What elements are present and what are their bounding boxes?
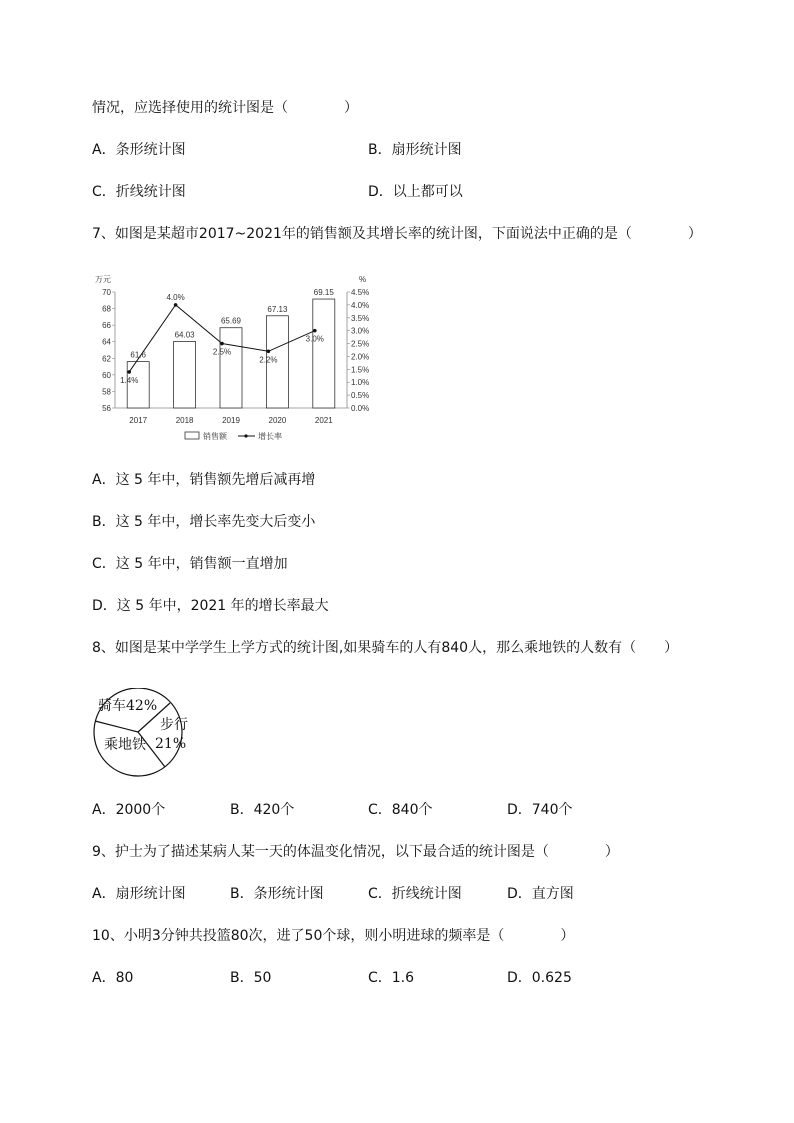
- q7-option-b[interactable]: B．这 5 年中，增长率先变大后变小: [92, 514, 316, 530]
- q8-option-b[interactable]: B．420个: [230, 802, 295, 818]
- growth-rate-label: 2.2%: [259, 355, 278, 365]
- legend-line-label: 增长率: [258, 432, 282, 441]
- x-tick-label: 2020: [268, 416, 287, 425]
- q7-option-c[interactable]: C．这 5 年中，销售额一直增加: [92, 556, 288, 572]
- x-tick-label: 2021: [314, 416, 333, 425]
- sales-bar-label: 61.6: [130, 350, 146, 360]
- q8-stem: 8、如图是某中学学生上学方式的统计图,如果骑车的人有840人，那么乘地铁的人数有（ ）: [92, 640, 679, 656]
- y-right-tick-label: 0.5%: [351, 391, 370, 401]
- legend-bar-label: 销售额: [203, 432, 227, 441]
- q10-option-c[interactable]: C．1.6: [368, 970, 415, 986]
- q7-option-d[interactable]: D．这 5 年中，2021 年的增长率最大: [92, 598, 329, 614]
- q8-option-d[interactable]: D．740个: [507, 802, 573, 818]
- x-tick-label: 2019: [222, 416, 240, 425]
- y-right-tick-label: 4.0%: [351, 300, 370, 310]
- q10-option-b[interactable]: B．50: [230, 970, 272, 986]
- y-right-tick-label: 1.5%: [351, 365, 370, 375]
- q8-option-a[interactable]: A．2000个: [92, 802, 166, 818]
- q10-option-a[interactable]: A．80: [92, 970, 134, 986]
- pie-label-bike: 骑车42%: [98, 698, 158, 714]
- growth-rate-point: [127, 370, 131, 374]
- q10-option-d[interactable]: D．0.625: [507, 970, 572, 986]
- y-right-tick-label: 3.5%: [351, 313, 370, 323]
- y-tick-label: 66: [102, 321, 111, 331]
- x-tick-label: 2018: [175, 416, 194, 425]
- y-right-tick-label: 3.0%: [351, 326, 370, 336]
- y-tick-label: 58: [102, 387, 111, 397]
- q9-option-c[interactable]: C．折线统计图: [368, 886, 462, 902]
- q6-option-a[interactable]: A．条形统计图: [92, 142, 186, 158]
- growth-rate-label: 4.0%: [166, 292, 185, 302]
- q7-option-a[interactable]: A．这 5 年中，销售额先增后减再增: [92, 472, 316, 488]
- q6-option-d[interactable]: D．以上都可以: [368, 184, 463, 200]
- sales-bar: [220, 328, 242, 408]
- y-right-tick-label: 0.0%: [351, 404, 370, 413]
- sales-bar: [174, 341, 196, 408]
- y-axis-right-label: %: [359, 275, 367, 284]
- q9-option-a[interactable]: A．扇形统计图: [92, 886, 186, 902]
- y-right-tick-label: 1.0%: [351, 378, 370, 388]
- q9-stem: 9、护士为了描述某病人某一天的体温变化情况，以下最合适的统计图是（ ）: [92, 844, 619, 860]
- growth-rate-point: [313, 329, 317, 333]
- y-tick-label: 68: [102, 304, 111, 314]
- growth-rate-label: 1.4%: [120, 375, 139, 385]
- q9-option-b[interactable]: B．条形统计图: [230, 886, 324, 902]
- growth-rate-point: [220, 342, 224, 346]
- y-tick-label: 64: [102, 337, 111, 347]
- q6-option-c[interactable]: C．折线统计图: [92, 184, 186, 200]
- pie-label-subway: 乘地铁: [104, 737, 146, 753]
- sales-bar-label: 67.13: [267, 304, 288, 314]
- pie-label-walk: 步行: [160, 717, 188, 733]
- y-tick-label: 70: [102, 288, 111, 297]
- y-right-tick-label: 2.5%: [351, 339, 370, 349]
- y-tick-label: 60: [102, 370, 111, 380]
- growth-rate-point: [174, 303, 178, 307]
- growth-rate-point: [267, 349, 271, 353]
- commute-pie-chart: [90, 688, 190, 780]
- q9-option-d[interactable]: D．直方图: [507, 886, 574, 902]
- sales-bar-label: 64.03: [174, 330, 195, 340]
- y-axis-left-label: 万元: [95, 275, 111, 284]
- y-right-tick-label: 4.5%: [351, 288, 370, 297]
- sales-bar-label: 69.15: [313, 288, 334, 298]
- x-tick-label: 2017: [129, 416, 148, 425]
- y-tick-label: 56: [102, 404, 111, 413]
- growth-rate-label: 2.5%: [212, 347, 232, 357]
- legend-line-marker: [244, 434, 247, 437]
- sales-bar: [313, 299, 335, 408]
- pie-label-walk-percent: 21%: [155, 736, 187, 752]
- legend-bar-swatch: [185, 432, 199, 439]
- sales-growth-chart: [85, 268, 385, 448]
- q7-stem: 7、如图是某超市2017~2021年的销售额及其增长率的统计图，下面说法中正确的是（ ）: [92, 226, 702, 242]
- q10-stem: 10、小明3分钟共投篮80次，进了50个球，则小明进球的频率是（ ）: [92, 928, 575, 944]
- sales-bar-label: 65.69: [220, 316, 242, 326]
- growth-rate-label: 3.0%: [305, 334, 324, 344]
- q6-option-b[interactable]: B．扇形统计图: [368, 142, 462, 158]
- q8-option-c[interactable]: C．840个: [368, 802, 433, 818]
- y-tick-label: 62: [102, 354, 111, 364]
- y-right-tick-label: 2.0%: [351, 352, 370, 362]
- q6-stem: 情况，应选择使用的统计图是（ ）: [92, 100, 358, 116]
